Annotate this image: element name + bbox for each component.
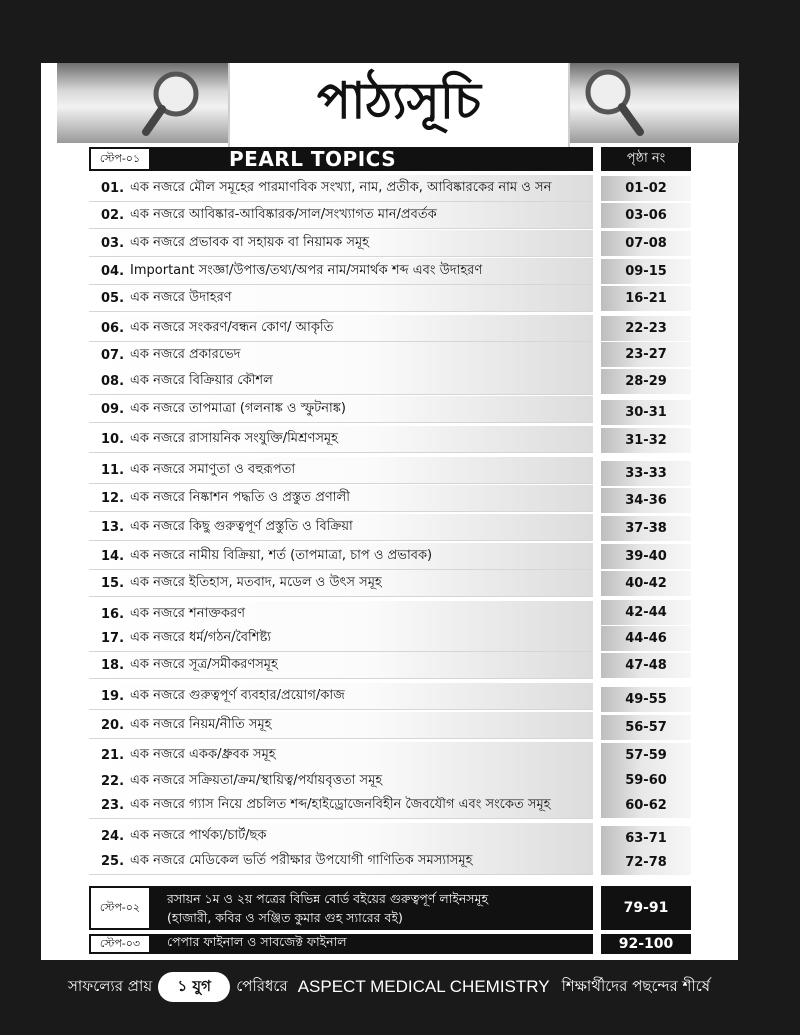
topic-number: 05. bbox=[101, 290, 125, 306]
topic-text: এক নজরে পার্থক্য/চার্ট/ছক bbox=[130, 827, 267, 843]
topic-number: 09. bbox=[101, 401, 125, 417]
topic-row bbox=[89, 315, 593, 342]
page-no-header: পৃষ্ঠা নং bbox=[601, 147, 691, 171]
topic-text: এক নজরে গুরুত্বপূর্ণ ব্যবহার/প্রয়োগ/কাজ bbox=[130, 687, 345, 703]
topic-number: 18. bbox=[101, 657, 125, 673]
topic-number: 02. bbox=[101, 207, 125, 223]
topic-pages: 09-15 bbox=[601, 259, 691, 284]
topic-text: এক নজরে নামীয় বিক্রিয়া, শর্ত (তাপমাত্রা, চাপ ও প্রভাবক) bbox=[130, 547, 433, 563]
step3-tag: স্টেপ-০৩ bbox=[89, 934, 151, 954]
topic-text: এক নজরে প্রভাবক বা সহায়ক বা নিয়ামক সমূহ bbox=[130, 234, 370, 250]
step2-tag: স্টেপ-০২ bbox=[89, 886, 151, 930]
topic-row bbox=[89, 368, 593, 395]
topic-text: Important সংজ্ঞা/উপাত্ত/তথ্য/অপর নাম/সমার্থক শব্দ এবং উদাহরণ bbox=[130, 262, 483, 278]
topic-number: 24. bbox=[101, 828, 125, 844]
topic-number: 01. bbox=[101, 180, 125, 196]
header-title-box bbox=[228, 63, 570, 148]
topic-text: এক নজরে ধর্ম/গঠন/বৈশিষ্ট্য bbox=[130, 629, 272, 645]
topic-row bbox=[89, 652, 593, 679]
magnifier-right-icon bbox=[578, 66, 654, 142]
topic-row bbox=[89, 601, 593, 628]
topic-pages: 37-38 bbox=[601, 516, 691, 541]
topic-number: 22. bbox=[101, 773, 125, 789]
magnifier-left-icon bbox=[140, 66, 216, 142]
topic-number: 08. bbox=[101, 373, 125, 389]
topic-number: 07. bbox=[101, 347, 125, 363]
topic-number: 17. bbox=[101, 630, 125, 646]
footer-prefix: সাফল্যের প্রায় bbox=[68, 976, 153, 995]
topic-pages: 07-08 bbox=[601, 231, 691, 256]
topic-number: 04. bbox=[101, 263, 125, 279]
topic-number: 15. bbox=[101, 575, 125, 591]
topic-number: 23. bbox=[101, 797, 125, 813]
footer-badge: ১ যুগ bbox=[158, 972, 230, 1002]
topic-pages: 56-57 bbox=[601, 715, 691, 740]
topic-text: এক নজরে শনাক্তকরণ bbox=[130, 605, 246, 621]
topic-row bbox=[89, 543, 593, 570]
step1-title: PEARL TOPICS bbox=[151, 147, 593, 171]
topic-row bbox=[89, 514, 593, 541]
topic-pages: 47-48 bbox=[601, 653, 691, 678]
step1-tag: স্টেপ-০১ bbox=[89, 147, 151, 171]
topic-pages: 72-78 bbox=[601, 850, 691, 875]
topic-row bbox=[89, 285, 593, 312]
step2-line1: রসায়ন ১ম ও ২য় পত্রের বিভিন্ন বোর্ড বইয়ের গুরুত্বপূর্ণ লাইনসমূহ bbox=[167, 891, 489, 906]
topic-pages: 22-23 bbox=[601, 316, 691, 341]
topic-text: এক নজরে মেডিকেল ভর্তি পরীক্ষার উপযোগী গাণিতিক সমস্যাসমূহ bbox=[130, 852, 473, 868]
topic-row bbox=[89, 792, 593, 819]
topic-text: এক নজরে মৌল সমূহের পারমাণবিক সংখ্যা, নাম, প্রতীক, আবিষ্কারকের নাম ও সন bbox=[130, 179, 552, 195]
topic-text: এক নজরে সংকরণ/বন্ধন কোণ/ আকৃতি bbox=[130, 319, 334, 335]
topic-text: এক নজরে কিছু গুরুত্বপূর্ণ প্রস্তুতি ও বিক্রিয়া bbox=[130, 518, 353, 534]
topic-pages: 33-33 bbox=[601, 461, 691, 486]
topic-number: 03. bbox=[101, 235, 125, 251]
topic-row bbox=[89, 823, 593, 850]
topic-number: 21. bbox=[101, 747, 125, 763]
topic-row bbox=[89, 570, 593, 597]
topic-text: এক নজরে সক্রিয়তা/ক্রম/স্থায়িত্ব/পর্যায়বৃত্ততা সমূহ bbox=[130, 772, 383, 788]
topic-pages: 28-29 bbox=[601, 369, 691, 394]
topic-pages: 34-36 bbox=[601, 488, 691, 513]
topic-text: এক নজরে রাসায়নিক সংযুক্তি/মিশ্রণসমূহ bbox=[130, 430, 338, 446]
topic-row bbox=[89, 485, 593, 512]
topic-number: 12. bbox=[101, 490, 125, 506]
topic-pages: 60-62 bbox=[601, 793, 691, 818]
topic-text: এক নজরে সূত্র/সমীকরণসমূহ bbox=[130, 656, 278, 672]
footer-suffix: শিক্ষার্থীদের পছন্দের শীর্ষে bbox=[561, 976, 711, 995]
topic-row bbox=[89, 175, 593, 202]
topic-row bbox=[89, 202, 593, 229]
topic-pages: 23-27 bbox=[601, 342, 691, 367]
topic-number: 16. bbox=[101, 606, 125, 622]
topic-number: 20. bbox=[101, 717, 125, 733]
footer-tagline bbox=[0, 962, 800, 1012]
step3-pages: 92-100 bbox=[601, 934, 691, 954]
step2-description bbox=[151, 886, 593, 930]
topic-pages: 31-32 bbox=[601, 428, 691, 453]
topic-row bbox=[89, 625, 593, 652]
topic-pages: 44-46 bbox=[601, 626, 691, 651]
topic-text: এক নজরে বিক্রিয়ার কৌশল bbox=[130, 372, 273, 388]
topic-text: এক নজরে প্রকারভেদ bbox=[130, 346, 241, 362]
topic-number: 19. bbox=[101, 688, 125, 704]
topic-row bbox=[89, 768, 593, 795]
topic-pages: 03-06 bbox=[601, 203, 691, 228]
topic-number: 10. bbox=[101, 431, 125, 447]
topic-row bbox=[89, 258, 593, 285]
topic-row bbox=[89, 426, 593, 453]
topic-pages: 16-21 bbox=[601, 286, 691, 311]
topic-number: 06. bbox=[101, 320, 125, 336]
topic-row bbox=[89, 848, 593, 875]
topic-number: 13. bbox=[101, 519, 125, 535]
topic-row bbox=[89, 396, 593, 423]
topic-pages: 42-44 bbox=[601, 600, 691, 625]
page-title: পাঠ্যসূচি bbox=[317, 72, 481, 130]
topic-pages: 40-42 bbox=[601, 571, 691, 596]
footer-brand: ASPECT MEDICAL CHEMISTRY bbox=[297, 977, 550, 996]
topic-number: 25. bbox=[101, 853, 125, 869]
step2-line2: (হাজারী, কবির ও সঞ্জিত কুমার গুহ স্যারের বই) bbox=[167, 910, 403, 925]
topic-text: এক নজরে একক/ধ্রুবক সমূহ bbox=[130, 746, 276, 762]
step2-pages: 79-91 bbox=[601, 886, 691, 930]
topic-row bbox=[89, 683, 593, 710]
topic-pages: 01-02 bbox=[601, 176, 691, 201]
topic-row bbox=[89, 230, 593, 257]
topic-text: এক নজরে ইতিহাস, মতবাদ, মডেল ও উৎস সমূহ bbox=[130, 574, 382, 590]
topic-number: 14. bbox=[101, 548, 125, 564]
topic-pages: 57-59 bbox=[601, 743, 691, 768]
topic-text: এক নজরে নিষ্কাশন পদ্ধতি ও প্রস্তুত প্রণালী bbox=[130, 489, 350, 505]
topic-row bbox=[89, 457, 593, 484]
footer-middle: পেরিধরে bbox=[236, 976, 288, 995]
topic-text: এক নজরে তাপমাত্রা (গলনাঙ্ক ও স্ফুটনাঙ্ক) bbox=[130, 400, 346, 416]
topic-pages: 49-55 bbox=[601, 687, 691, 712]
topic-text: এক নজরে সমাণুতা ও বহুরূপতা bbox=[130, 461, 296, 477]
topic-text: এক নজরে উদাহরণ bbox=[130, 289, 232, 305]
step3-title: পেপার ফাইনাল ও সাবজেক্ট ফাইনাল bbox=[151, 934, 593, 954]
topic-text: এক নজরে আবিষ্কার-আবিষ্কারক/সাল/সংখ্যাগত মান/প্রবর্তক bbox=[130, 206, 437, 222]
topic-text: এক নজরে গ্যাস নিয়ে প্রচলিত শব্দ/হাইড্রোজেনবিহীন জৈবযৌগ এবং সংকেত সমূহ bbox=[130, 796, 551, 812]
topic-row bbox=[89, 342, 593, 369]
topic-number: 11. bbox=[101, 462, 125, 478]
topic-row bbox=[89, 742, 593, 769]
topic-pages: 63-71 bbox=[601, 826, 691, 851]
topic-pages: 39-40 bbox=[601, 544, 691, 569]
topic-pages: 59-60 bbox=[601, 768, 691, 793]
topic-row bbox=[89, 712, 593, 739]
topic-pages: 30-31 bbox=[601, 400, 691, 425]
topic-text: এক নজরে নিয়ম/নীতি সমূহ bbox=[130, 716, 272, 732]
